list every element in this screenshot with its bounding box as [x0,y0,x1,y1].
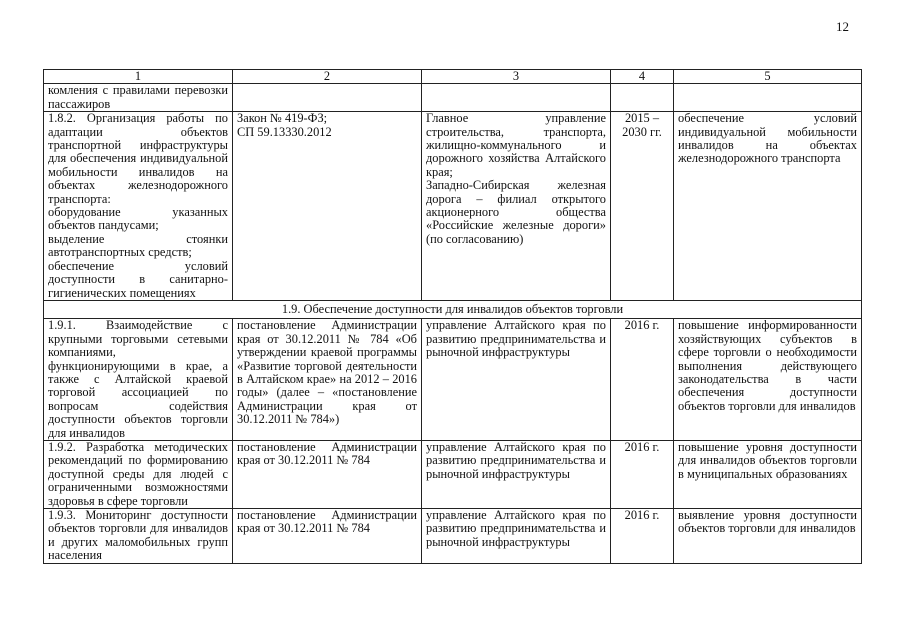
measure-cell [44,112,233,301]
page-number: 12 [836,19,849,34]
executor-cell [422,84,611,112]
legal-basis-cell: постановление Администрации края от 30.12.2011 № 784 [233,440,422,508]
executor-cell [422,112,611,301]
executor-line: Главное управление строительства, транспорта, жилищно-коммунального и дорожного хозяйства Алтайского края; [426,111,606,179]
measure-item: выделение стоянки автотранспортных средств; [48,231,228,260]
table-row [44,84,862,112]
period-cell: 2016 г. [611,319,674,441]
result-cell: повышение информированности хозяйствующих субъектов в сфере торговли о необходимости выполнения действующего законодательства в части обеспечения доступности объектов торговли для инвалидов [674,319,862,441]
result-cell: повышение уровня доступности для инвалидов объектов торговли в муниципальных образованиях [674,440,862,508]
header-cell-3: 3 [422,70,611,84]
legal-basis-cell: постановление Администрации края от 30.12.2011 № 784 [233,509,422,564]
measure-cell: 1.9.2. Разработка методических рекомендаций по формированию доступной среды для людей с ограниченными возможностями здоровья в сфере торговли [44,440,233,508]
header-row [44,70,862,84]
measure-cell: комления с правилами перевозки пассажиров [44,84,233,112]
executor-cell: управление Алтайского края по развитию предпринимательства и рыночной инфраструктуры [422,319,611,441]
measure-cell: 1.9.1. Взаимодействие с крупными торговыми сетевыми компаниями, функционирующими в крае, а также с Алтайской краевой торговой ассоциацией по вопросам содействия доступности объектов торговли для инвалидов [44,319,233,441]
result-cell: выявление уровня доступности объектов торговли для инвалидов [674,509,862,564]
legal-basis-cell [233,84,422,112]
measures-table [43,69,862,564]
period-cell [611,84,674,112]
legal-basis-cell [233,112,422,301]
period-cell: 2015 – 2030 гг. [611,112,674,301]
period-cell: 2016 г. [611,509,674,564]
section-title: 1.9. Обеспечение доступности для инвалидов объектов торговли [44,300,862,318]
measure-item: обеспечение условий доступности в санитарно-гигиенических помещениях [48,258,228,300]
legal-basis-line: СП 59.13330.2012 [237,124,332,139]
header-cell-1: 1 [44,70,233,84]
table-row [44,509,862,564]
header-cell-5: 5 [674,70,862,84]
legal-basis-line: Закон № 419-ФЗ; [237,111,328,126]
header-cell-2: 2 [233,70,422,84]
executor-cell: управление Алтайского края по развитию предпринимательства и рыночной инфраструктуры [422,440,611,508]
table-row [44,319,862,441]
measure-cell: 1.9.3. Мониторинг доступности объектов торговли для инвалидов и других маломобильных групп населения [44,509,233,564]
result-cell: обеспечение условий индивидуальной мобильности инвалидов на объектах железнодорожного транспорта [674,112,862,301]
period-cell: 2016 г. [611,440,674,508]
executor-cell: управление Алтайского края по развитию предпринимательства и рыночной инфраструктуры [422,509,611,564]
measure-text: 1.8.2. Организация работы по адаптации объектов транспортной инфраструктуры для обеспечения индивидуальной мобильности инвалидов на объектах железнодорожного транспорта: [48,111,228,206]
table-row [44,112,862,301]
executor-line: Западно-Сибирская железная дорога – филиал открытого акционерного общества «Российские железные дороги» (по согласованию) [426,178,606,246]
section-row [44,300,862,318]
measure-item: оборудование указанных объектов пандусами; [48,205,228,233]
result-cell [674,84,862,112]
table-row [44,440,862,508]
legal-basis-cell: постановление Администрации края от 30.12.2011 № 784 «Об утверждении краевой программы «Развитие торговой деятельности в Алтайском крае» на 2012 – 2016 годы» (далее – «постановление Администрации края от 30.12.2011 № 784») [233,319,422,441]
header-cell-4: 4 [611,70,674,84]
